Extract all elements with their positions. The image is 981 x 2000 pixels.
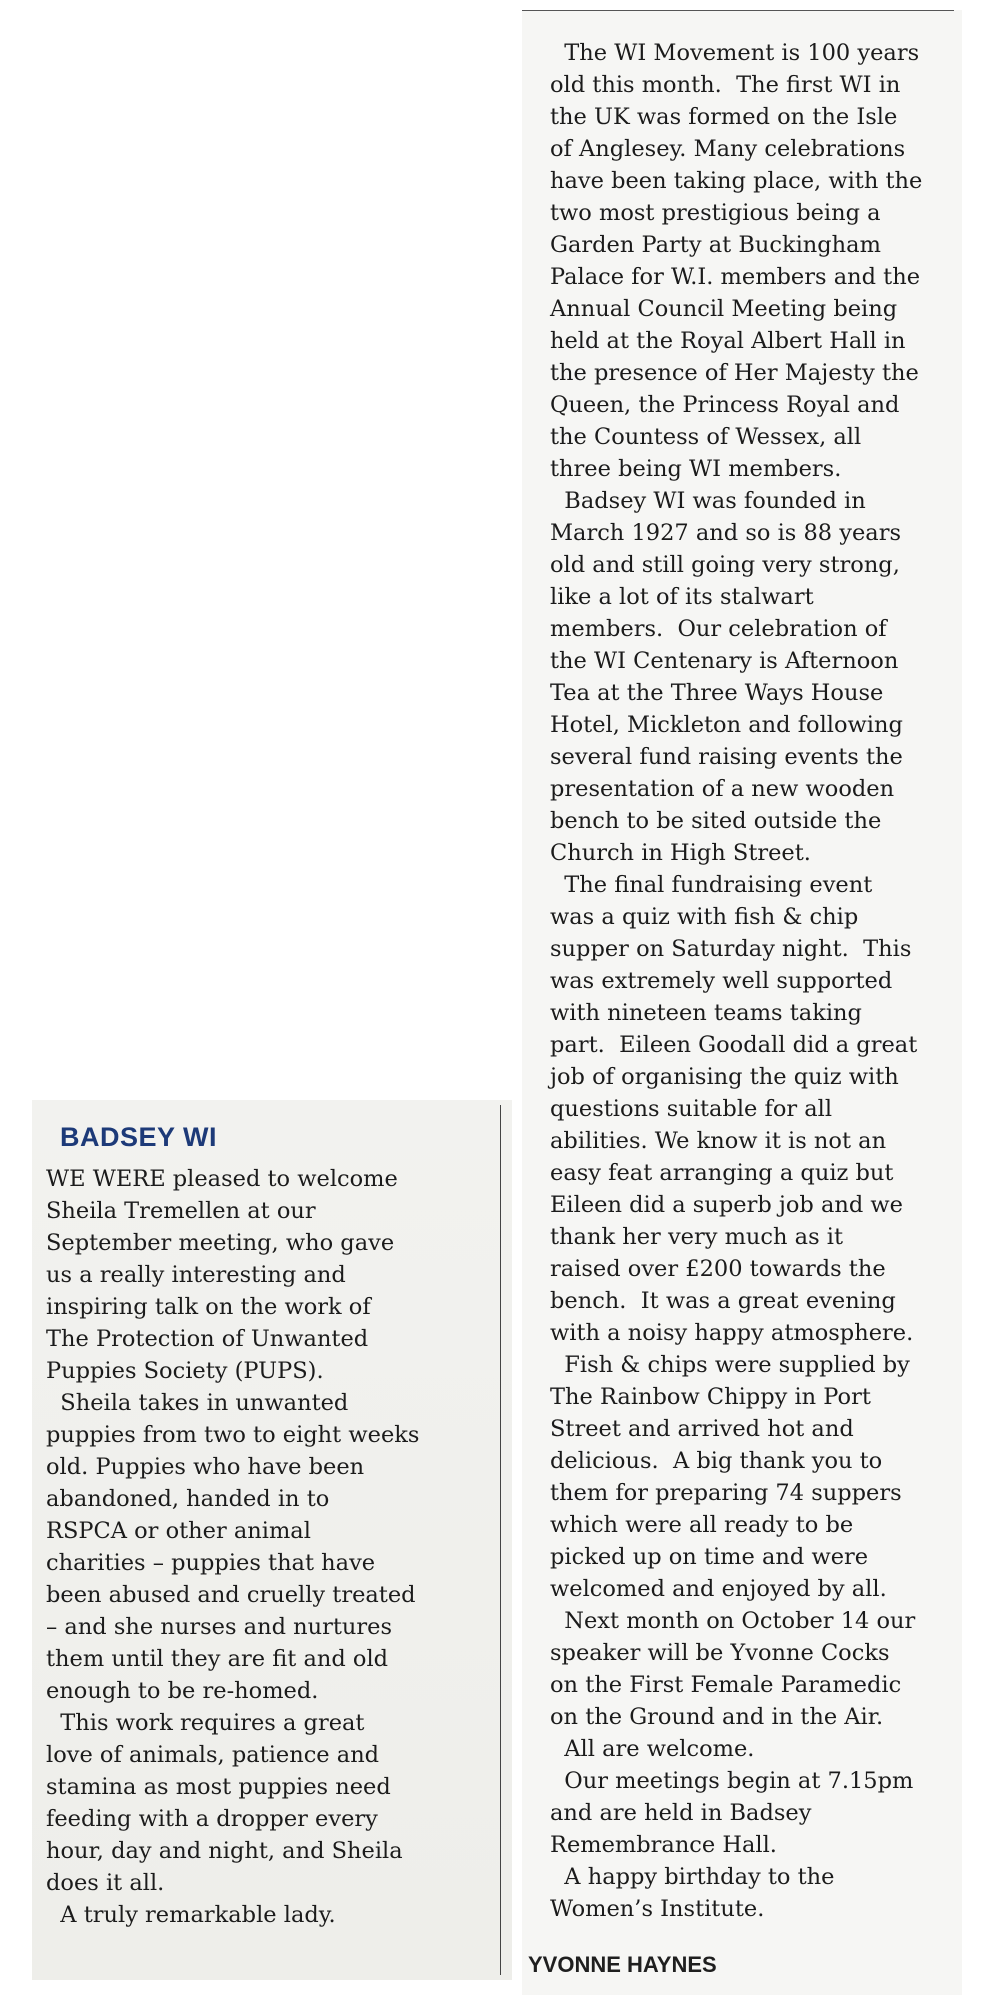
- text-line: Puppies Society (PUPS).: [46, 1358, 324, 1384]
- article-byline: YVONNE HAYNES: [528, 1952, 717, 1977]
- text-line: The Protection of Unwanted: [46, 1326, 369, 1352]
- text-line: Our meetings begin at 7.15pm: [550, 1768, 914, 1794]
- text-line: on the Ground and in the Air.: [550, 1704, 884, 1730]
- text-line: part. Eileen Goodall did a great: [550, 1032, 918, 1058]
- text-line: bench. It was a great evening: [550, 1288, 896, 1314]
- text-line: Sheila Tremellen at our: [46, 1198, 316, 1224]
- text-line: was extremely well supported: [550, 968, 893, 994]
- text-line: Garden Party at Buckingham: [550, 232, 881, 258]
- text-line: old and still going very strong,: [550, 552, 900, 578]
- text-line: Church in High Street.: [550, 840, 811, 866]
- text-line: bench to be sited outside the: [550, 808, 882, 834]
- text-line: delicious. A big thank you to: [550, 1448, 883, 1474]
- column-divider: [500, 1105, 501, 1975]
- text-line: A happy birthday to the: [550, 1864, 835, 1890]
- text-line: The final fundraising event: [550, 872, 873, 898]
- text-line: Remembrance Hall.: [550, 1832, 777, 1858]
- text-line: speaker will be Yvonne Cocks: [550, 1640, 890, 1666]
- text-line: Eileen did a superb job and we: [550, 1192, 903, 1218]
- text-line: A truly remarkable lady.: [46, 1902, 336, 1928]
- text-line: the WI Centenary is Afternoon: [550, 648, 899, 674]
- text-line: picked up on time and were: [550, 1544, 869, 1570]
- text-line: with a noisy happy atmosphere.: [550, 1320, 914, 1346]
- text-line: This work requires a great: [46, 1710, 365, 1736]
- text-line: March 1927 and so is 88 years: [550, 520, 901, 546]
- text-line: members. Our celebration of: [550, 616, 887, 642]
- text-line: enough to be re-homed.: [46, 1678, 319, 1704]
- text-line: abilities. We know it is not an: [550, 1128, 887, 1154]
- text-line: held at the Royal Albert Hall in: [550, 328, 906, 354]
- text-line: Street and arrived hot and: [550, 1416, 854, 1442]
- text-line: Women’s Institute.: [550, 1896, 765, 1922]
- column-top-rule: [522, 10, 954, 11]
- text-line: charities – puppies that have: [46, 1550, 376, 1576]
- text-line: abandoned, handed in to: [46, 1486, 330, 1512]
- text-line: easy feat arranging a quiz but: [550, 1160, 894, 1186]
- text-line: been abused and cruelly treated: [46, 1582, 416, 1608]
- text-line: Hotel, Mickleton and following: [550, 712, 903, 738]
- text-line: RSPCA or other animal: [46, 1518, 311, 1544]
- text-line: – and she nurses and nurtures: [46, 1614, 393, 1640]
- text-line: does it all.: [46, 1870, 165, 1896]
- text-line: job of organising the quiz with: [550, 1064, 899, 1090]
- text-line: raised over £200 towards the: [550, 1256, 886, 1282]
- text-line: Palace for W.I. members and the: [550, 264, 921, 290]
- text-line: All are welcome.: [550, 1736, 755, 1762]
- text-line: them until they are fit and old: [46, 1646, 389, 1672]
- text-line: Annual Council Meeting being: [550, 296, 898, 322]
- text-line: Tea at the Three Ways House: [550, 680, 884, 706]
- text-line: several fund raising events the: [550, 744, 903, 770]
- text-line: love of animals, patience and: [46, 1742, 380, 1768]
- text-line: September meeting, who gave: [46, 1230, 395, 1256]
- text-line: questions suitable for all: [550, 1096, 833, 1122]
- text-line: stamina as most puppies need: [46, 1774, 391, 1800]
- text-line: Badsey WI was founded in: [550, 488, 866, 514]
- text-line: the UK was formed on the Isle: [550, 104, 898, 130]
- text-line: WE WERE pleased to welcome: [46, 1166, 398, 1192]
- text-line: two most prestigious being a: [550, 200, 881, 226]
- text-line: The Rainbow Chippy in Port: [550, 1384, 871, 1410]
- text-line: like a lot of its stalwart: [550, 584, 814, 610]
- text-line: Sheila takes in unwanted: [46, 1390, 349, 1416]
- text-line: old this month. The first WI in: [550, 72, 901, 98]
- text-line: The WI Movement is 100 years: [550, 40, 920, 66]
- text-line: supper on Saturday night. This: [550, 936, 912, 962]
- text-line: three being WI members.: [550, 456, 842, 482]
- text-line: hour, day and night, and Sheila: [46, 1838, 403, 1864]
- text-line: them for preparing 74 suppers: [550, 1480, 902, 1506]
- text-line: welcomed and enjoyed by all.: [550, 1576, 887, 1602]
- text-line: and are held in Badsey: [550, 1800, 812, 1826]
- text-line: old. Puppies who have been: [46, 1454, 365, 1480]
- text-line: thank her very much as it: [550, 1224, 844, 1250]
- text-line: of Anglesey. Many celebrations: [550, 136, 906, 162]
- text-line: inspiring talk on the work of: [46, 1294, 371, 1320]
- text-line: the presence of Her Majesty the: [550, 360, 919, 386]
- text-line: have been taking place, with the: [550, 168, 923, 194]
- right-column-text: [550, 37, 922, 1925]
- text-line: on the First Female Paramedic: [550, 1672, 902, 1698]
- text-line: Fish & chips were supplied by: [550, 1352, 910, 1378]
- article-headline: BADSEY WI: [60, 1122, 218, 1152]
- text-line: presentation of a new wooden: [550, 776, 895, 802]
- text-line: was a quiz with fish & chip: [550, 904, 859, 930]
- text-line: which were all ready to be: [550, 1512, 854, 1538]
- text-line: the Countess of Wessex, all: [550, 424, 862, 450]
- text-line: with nineteen teams taking: [550, 1000, 862, 1026]
- text-line: Next month on October 14 our: [550, 1608, 916, 1634]
- text-line: Queen, the Princess Royal and: [550, 392, 900, 418]
- text-line: puppies from two to eight weeks: [46, 1422, 420, 1448]
- left-column-text: [46, 1163, 419, 1931]
- text-line: us a really interesting and: [46, 1262, 346, 1288]
- text-line: feeding with a dropper every: [46, 1806, 378, 1832]
